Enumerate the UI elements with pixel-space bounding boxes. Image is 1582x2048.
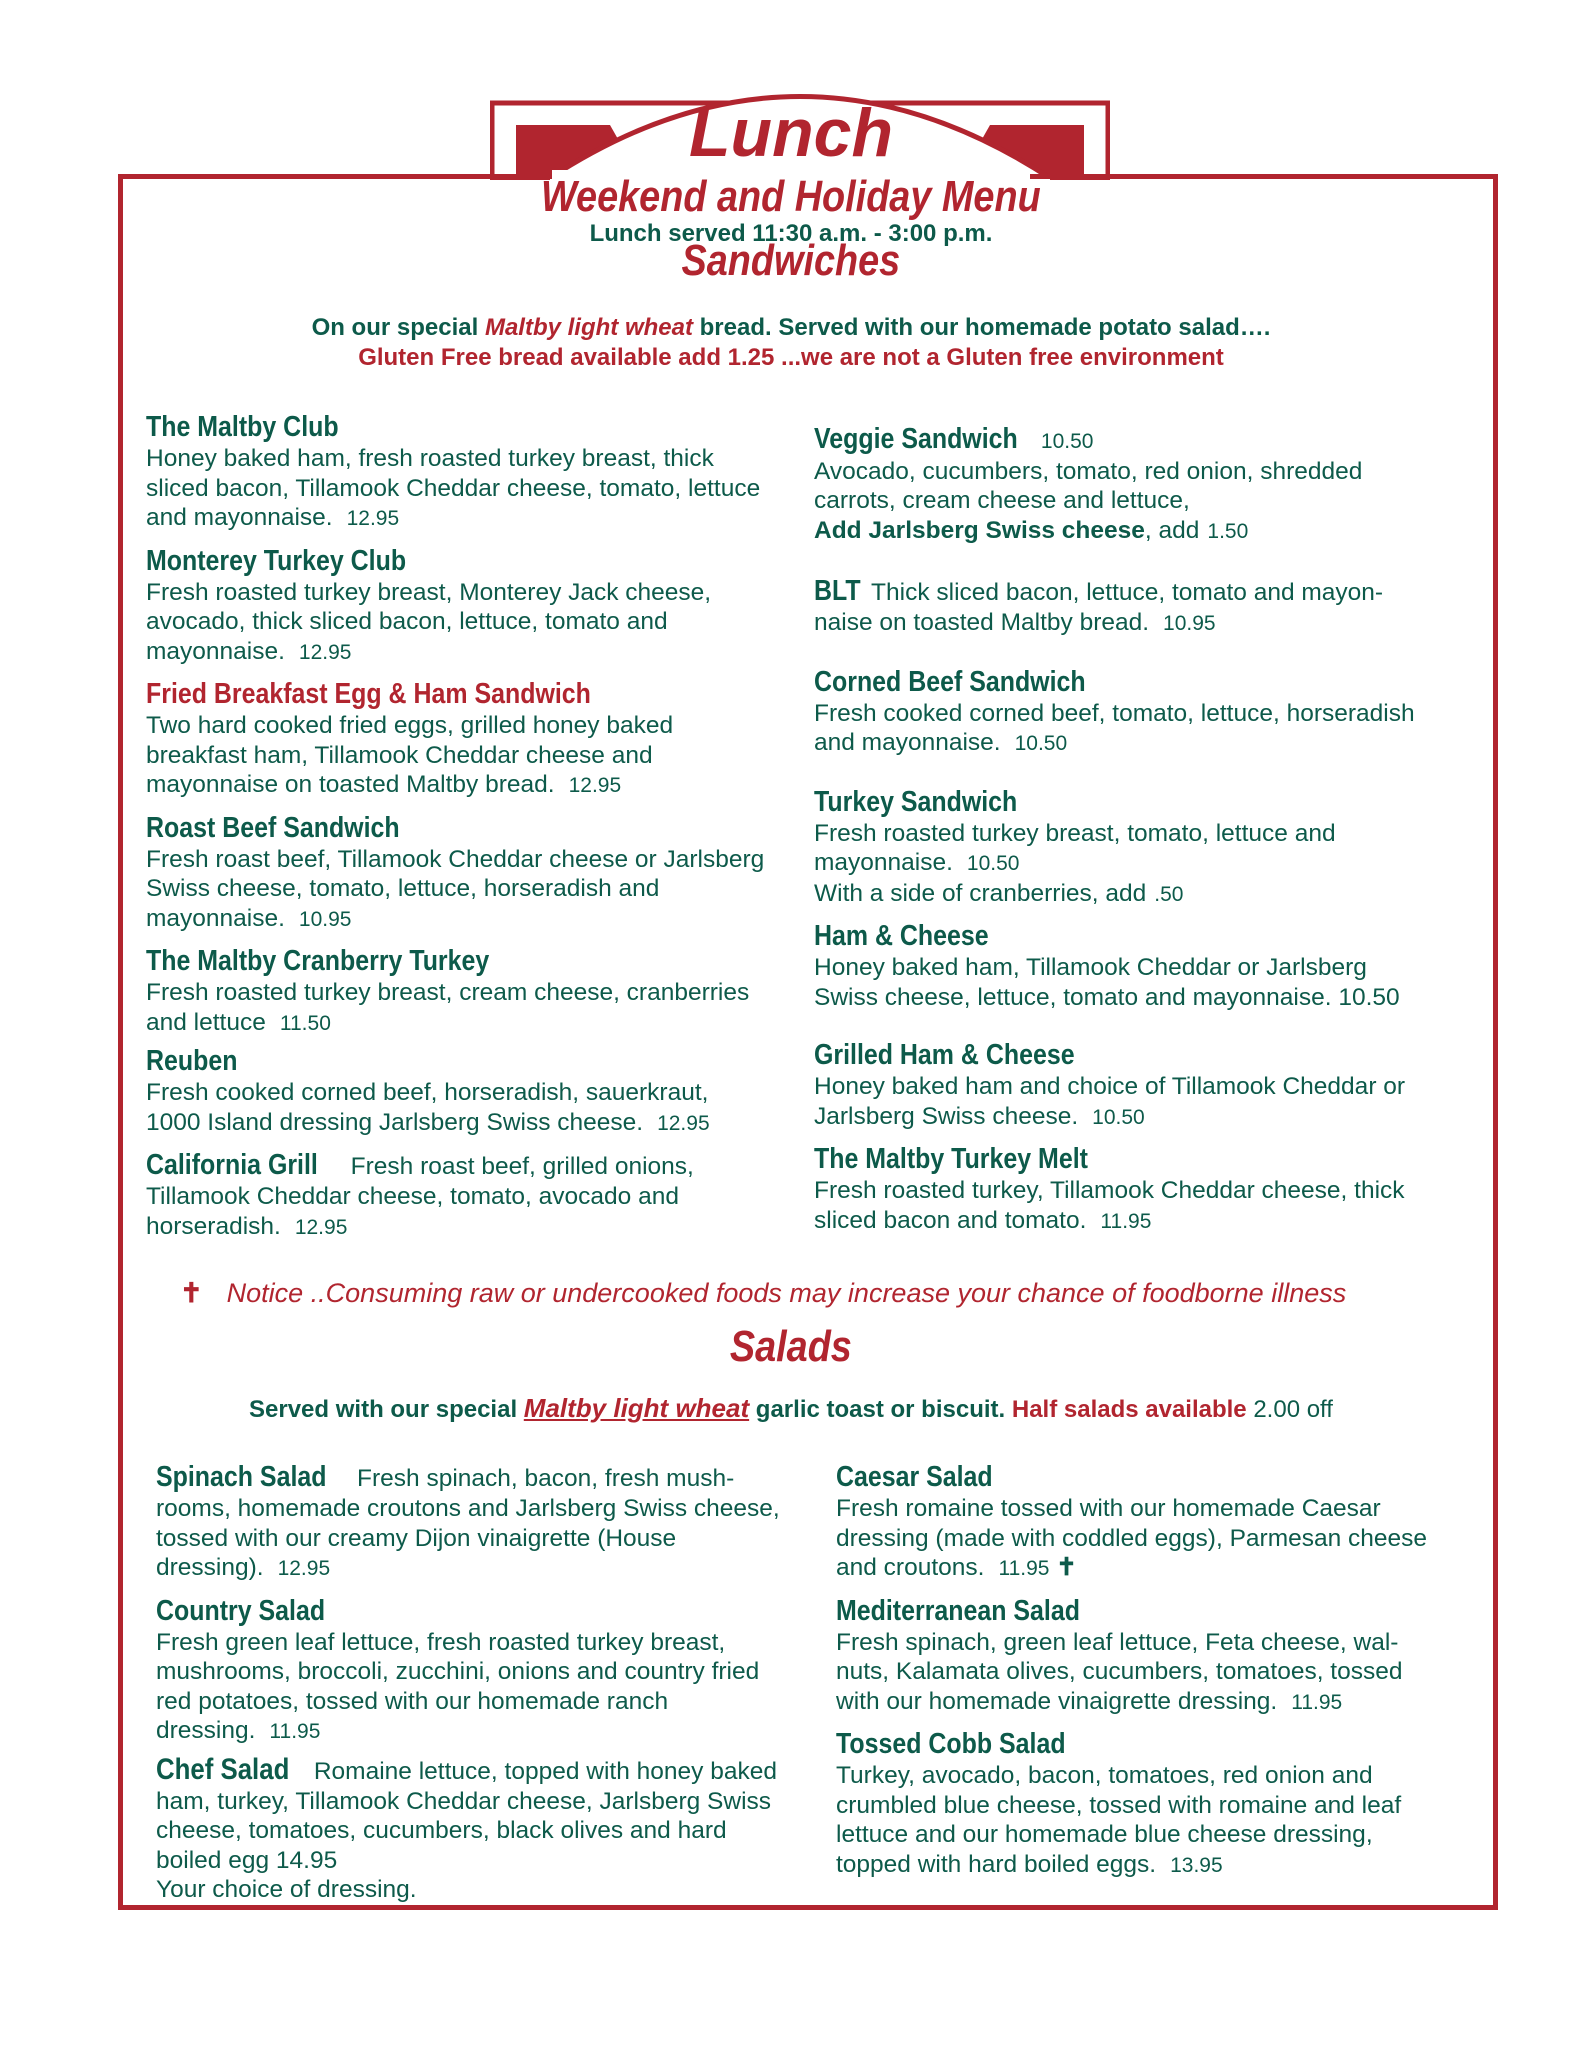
sandwiches-intro: On our special Maltby light wheat bread. Served with our homemade potato salad….	[311, 314, 1271, 341]
salads-left-column	[156, 1460, 786, 1905]
item-description: Honey baked ham and choice of Tillamook Cheddar or Jarlsberg Swiss cheese.	[814, 1073, 1406, 1130]
item-price: 13.95	[1170, 1853, 1223, 1877]
menu-item	[146, 1044, 766, 1138]
addon-price: .50	[1154, 882, 1184, 906]
cross-icon: ✝	[1056, 1554, 1077, 1581]
menu-item	[814, 1142, 1434, 1236]
item-description: Honey baked ham, fresh roasted turkey breast, thick sliced bacon, Tillamook Cheddar cheese, tomato, lettuce and mayonnaise.	[146, 445, 761, 531]
item-name: Country Salad	[156, 1594, 326, 1627]
item-description: Two hard cooked fried eggs, grilled honey baked breakfast ham, Tillamook Cheddar cheese and mayonnaise on toasted Maltby bread.	[146, 712, 674, 798]
item-description: Fresh spinach, green leaf lettuce, Feta cheese, wal-nuts, Kalamata olives, cucumbers, tomatoes, tossed with our homemade vinaigrette dressing.	[836, 1628, 1403, 1715]
item-description: Thick sliced bacon, lettuce, tomato and mayon-naise on toasted Maltby bread.	[814, 579, 1384, 636]
menu-item	[836, 1460, 1436, 1584]
item-description: Fresh green leaf lettuce, fresh roasted turkey breast, mushrooms, broccoli, zucchini, onions and country fried red potatoes, tossed with our homemade ranch dressing.	[156, 1628, 760, 1744]
menu-subtitle: Weekend and Holiday Menu	[540, 172, 1041, 221]
sandwiches-right-column	[814, 422, 1434, 1236]
item-price: 12.95	[294, 1215, 348, 1239]
item-addon: Your choice of dressing.	[156, 1876, 417, 1903]
item-price: 11.95	[1100, 1209, 1152, 1233]
sandwiches-left-column	[146, 410, 766, 1242]
item-name: Roast Beef Sandwich	[146, 811, 400, 844]
bread-name: Maltby light wheat	[484, 314, 693, 341]
bread-name: Maltby light wheat	[523, 1393, 750, 1423]
item-name: The Maltby Club	[146, 411, 339, 443]
item-price: 10.50	[1338, 983, 1400, 1011]
item-description: Honey baked ham, Tillamook Cheddar or Jarlsberg Swiss cheese, lettuce, tomato and mayonnaise.	[814, 954, 1367, 1011]
menu-item	[156, 1594, 786, 1747]
item-name: Ham & Cheese	[814, 920, 989, 952]
item-description: Fresh roasted turkey, Tillamook Cheddar cheese, thick sliced bacon and tomato.	[814, 1177, 1405, 1234]
menu-item	[156, 1460, 786, 1584]
menu-item: Veggie Sandwich 10.50 Avocado, cucumbers, tomato, red onion, shredded carrots, cream cheese and lettuce, Add Jarlsberg Swiss cheese, add 1.50	[814, 423, 1363, 544]
item-name: Veggie Sandwich	[814, 423, 1018, 455]
lunch-hours: Lunch served 11:30 a.m. - 3:00 p.m.	[589, 220, 993, 247]
menu-item	[146, 544, 766, 668]
item-description: Fresh cooked corned beef, tomato, lettuce, horseradish and mayonnaise.	[814, 699, 1415, 756]
item-name: Chef Salad	[156, 1752, 290, 1786]
item-price: 11.95	[269, 1720, 321, 1743]
item-price: 10.50	[1040, 430, 1094, 453]
item-price: 10.95	[1163, 612, 1216, 635]
item-price: 12.95	[277, 1557, 331, 1580]
half-salads: Half salads available	[1011, 1396, 1247, 1423]
item-description: Romaine lettuce, topped with honey baked ham, turkey, Tillamook Cheddar cheese, Jarlsberg Swiss cheese, tomatoes, cucumbers, black olives and hard boiled egg	[156, 1757, 777, 1874]
item-name: Grilled Ham & Cheese	[814, 1039, 1075, 1071]
item-price: 11.95	[1291, 1690, 1343, 1714]
menu-item	[146, 811, 766, 935]
item-price: 10.95	[298, 907, 352, 931]
menu-item	[836, 1727, 1436, 1880]
item-description: Fresh roasted turkey breast, tomato, lettuce and mayonnaise.	[814, 819, 1336, 876]
item-name: California Grill	[146, 1149, 318, 1181]
menu-item	[836, 1594, 1436, 1718]
item-price: 14.95	[275, 1846, 338, 1874]
item-description: Fresh roasted turkey breast, cream cheese, cranberries and lettuce	[146, 979, 750, 1036]
item-description: Fresh spinach, bacon, fresh mush-rooms, homemade croutons and Jarlsberg Swiss cheese, tossed with our creamy Dijon vinaigrette (House dressing).	[156, 1465, 780, 1581]
salads-title: Salads	[729, 1322, 852, 1371]
menu-item	[814, 919, 1434, 1012]
cross-icon: ✝	[180, 1278, 203, 1308]
sandwiches-title: Sandwiches	[681, 236, 901, 285]
menu-title: Lunch	[689, 95, 893, 171]
item-name: Tossed Cobb Salad	[836, 1728, 1066, 1760]
item-description: Fresh romaine tossed with our homemade Caesar dressing (made with coddled eggs), Parmesan cheese and croutons.	[836, 1495, 1428, 1581]
item-price: 12.95	[346, 507, 400, 530]
item-price: 10.50	[1092, 1105, 1145, 1129]
item-name: Corned Beef Sandwich	[814, 665, 1086, 698]
gluten-note: Gluten Free bread available add 1.25 ...we are not a Gluten free environment	[358, 344, 1224, 371]
menu-item	[814, 574, 1434, 639]
item-name: Mediterranean Salad	[836, 1594, 1080, 1627]
item-description: Fresh cooked corned beef, horseradish, sauerkraut, 1000 Island dressing Jarlsberg Swiss cheese.	[146, 1079, 709, 1136]
salads-intro: Served with our special Maltby light wheat garlic toast or biscuit. Half salads available 2.00 off	[249, 1393, 1333, 1423]
item-name: Caesar Salad	[836, 1461, 993, 1493]
menu-item	[146, 677, 766, 801]
item-price: 12.95	[657, 1111, 710, 1135]
item-price: 12.95	[568, 774, 622, 797]
item-price: 11.50	[279, 1011, 331, 1035]
item-description: Fresh roast beef, grilled onions, Tillamook Cheddar cheese, tomato, avocado and horseradish.	[146, 1153, 694, 1240]
menu-item	[146, 1148, 766, 1242]
item-price: 10.50	[966, 852, 1020, 875]
item-name: Turkey Sandwich	[814, 785, 1018, 818]
menu-item	[146, 944, 766, 1038]
menu-item	[814, 785, 1434, 910]
item-addon: With a side of cranberries, add	[814, 879, 1147, 907]
item-name: Reuben	[146, 1045, 238, 1077]
item-addon: Add Jarlsberg Swiss cheese	[814, 516, 1145, 544]
foodborne-notice: ✝ Notice ..Consuming raw or undercooked foods may increase your chance of foodborne illness	[180, 1278, 1347, 1308]
item-description: Fresh roasted turkey breast, Monterey Jack cheese, avocado, thick sliced bacon, lettuce, tomato and mayonnaise.	[146, 578, 712, 665]
item-price: 12.95	[298, 640, 352, 664]
item-description: Avocado, cucumbers, tomato, red onion, shredded carrots, cream cheese and lettuce,	[814, 457, 1363, 514]
item-description: Fresh roast beef, Tillamook Cheddar cheese or Jarlsberg Swiss cheese, tomato, lettuce, horseradish and mayonnaise.	[146, 845, 765, 932]
item-name: Spinach Salad	[156, 1461, 327, 1493]
item-price: 11.95	[998, 1557, 1050, 1580]
item-price: 10.50	[1014, 732, 1068, 755]
item-name: The Maltby Turkey Melt	[814, 1143, 1088, 1175]
menu-item	[814, 1038, 1434, 1132]
half-salads-price: 2.00 off	[1253, 1396, 1333, 1423]
item-name: BLT	[814, 575, 861, 607]
menu-item	[156, 1753, 786, 1905]
item-name: Fried Breakfast Egg & Ham Sandwich	[146, 678, 591, 710]
salads-right-column	[836, 1460, 1436, 1880]
menu-item	[146, 410, 766, 534]
addon-price: 1.50	[1207, 519, 1249, 543]
item-name: Monterey Turkey Club	[146, 544, 407, 577]
item-name: The Maltby Cranberry Turkey	[146, 945, 490, 977]
item-description: Turkey, avocado, bacon, tomatoes, red onion and crumbled blue cheese, tossed with romaine and leaf lettuce and our homemade blue cheese dressing, topped with hard boiled eggs.	[836, 1762, 1402, 1878]
menu-item	[814, 665, 1434, 759]
